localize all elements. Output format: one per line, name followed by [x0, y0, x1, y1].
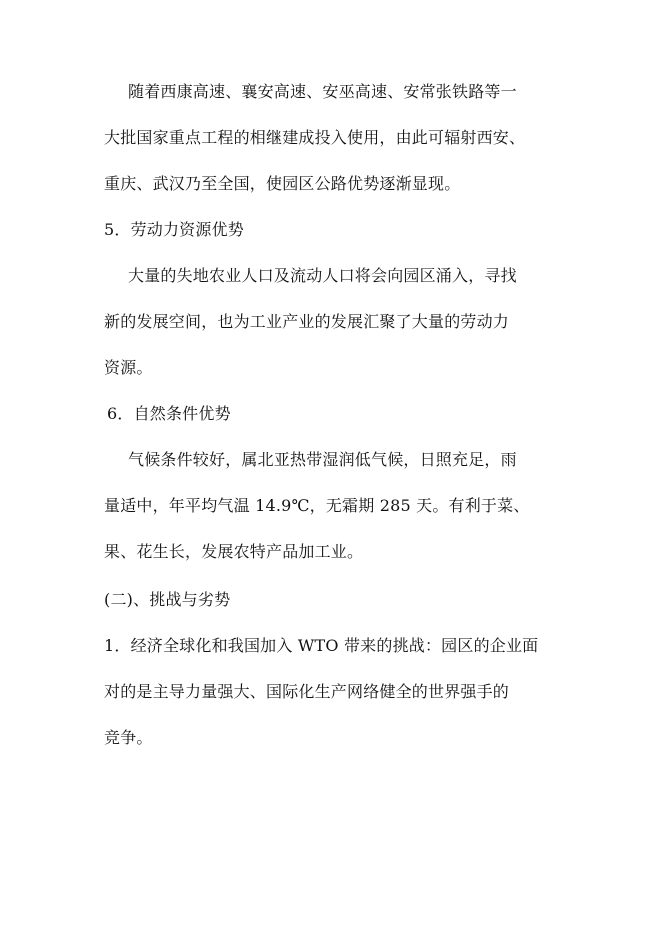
- paragraph-3-line-2: 量适中，年平均气温 14.9℃，无霜期 285 天。有利于菜、: [104, 496, 530, 515]
- section-heading-natural: 6．自然条件优势: [107, 404, 231, 423]
- paragraph-1-line-2: 大批国家重点工程的相继建成投入使用，由此可辐射西安、: [104, 128, 526, 147]
- paragraph-4-line-2: 对的是主导力量强大、国际化生产网络健全的世界强手的: [104, 682, 510, 701]
- paragraph-1-line-1: 随着西康高速、襄安高速、安巫高速、安常张铁路等一: [128, 82, 517, 101]
- section-heading-challenges: (二)、挑战与劣势: [104, 590, 231, 609]
- paragraph-1-line-3: 重庆、武汉乃至全国，使园区公路优势逐渐显现。: [104, 174, 461, 193]
- paragraph-2-line-3: 资源。: [104, 358, 153, 377]
- paragraph-3-line-1: 气候条件较好，属北亚热带湿润低气候，日照充足，雨: [128, 450, 517, 469]
- paragraph-3-line-3: 果、花生长，发展农特产品加工业。: [104, 542, 364, 561]
- paragraph-2-line-2: 新的发展空间，也为工业产业的发展汇聚了大量的劳动力: [104, 312, 510, 331]
- paragraph-4-line-1: 1．经济全球化和我国加入 WTO 带来的挑战：园区的企业面: [104, 636, 539, 655]
- section-heading-labor: 5．劳动力资源优势: [104, 220, 244, 239]
- paragraph-2-line-1: 大量的失地农业人口及流动人口将会向园区涌入，寻找: [128, 266, 517, 285]
- paragraph-4-line-3: 竞争。: [104, 728, 153, 747]
